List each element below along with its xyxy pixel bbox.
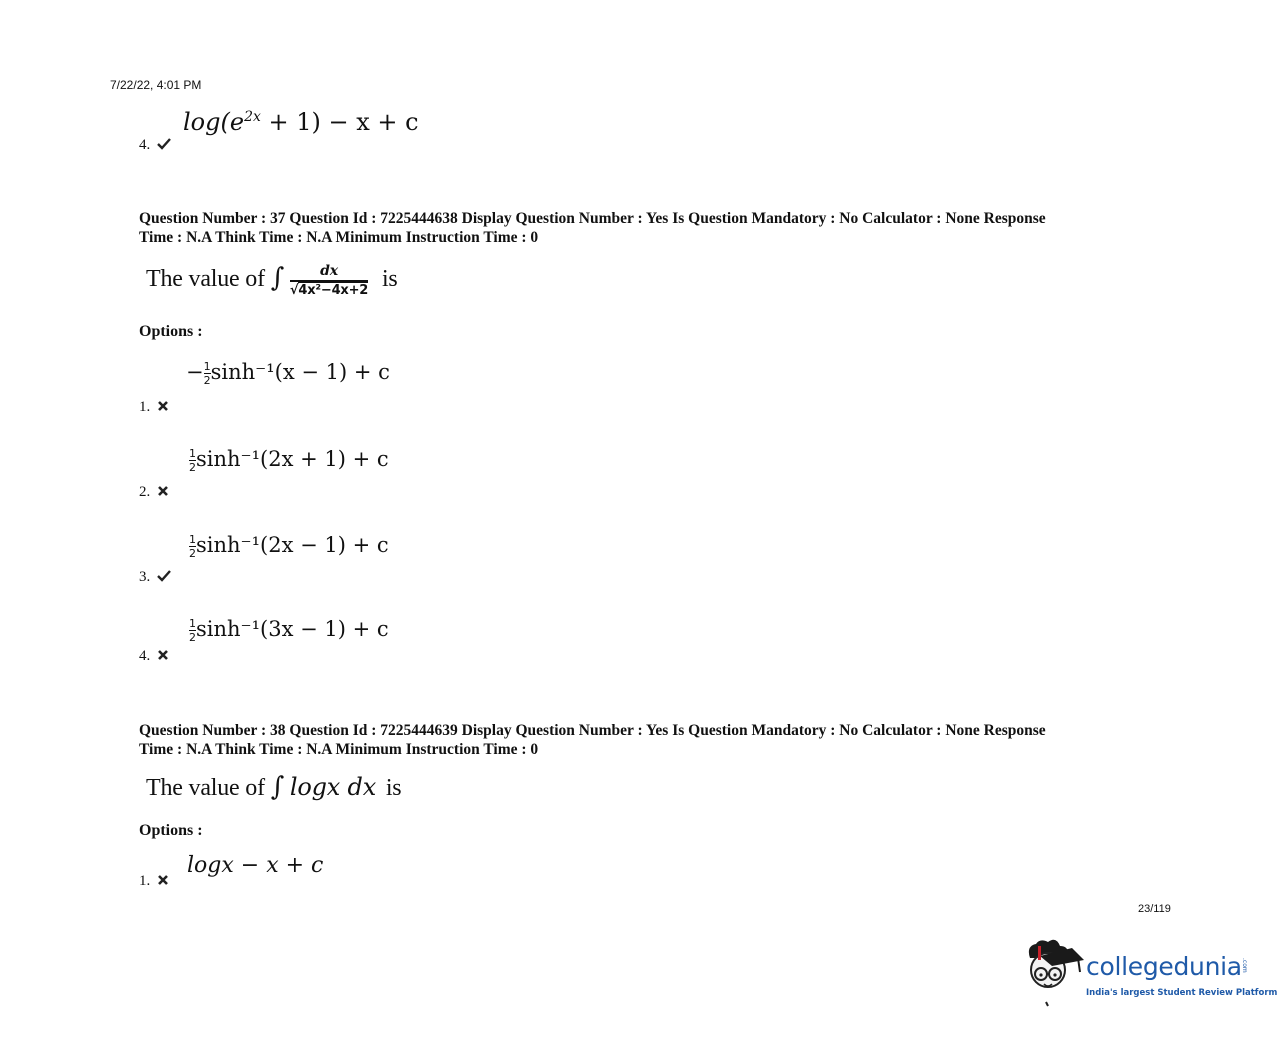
question-38-meta: Question Number : 38 Question Id : 7225444639 Display Question Number : Yes Is Question Mandatory : No Calculator : None Response Time : N.A Think Time : N.A Minimum Instruction Time : 0 bbox=[139, 722, 1046, 758]
question-37-meta: Question Number : 37 Question Id : 7225444638 Display Question Number : Yes Is Question Mandatory : No Calculator : None Response Time : N.A Think Time : N.A Minimum Instruction Time : 0 bbox=[139, 210, 1046, 246]
q37-option-4-math: $\frac{1}{2}$ sinh⁻¹(3x − 1) + c bbox=[189, 617, 389, 644]
question-37-options-label: Options : bbox=[139, 323, 203, 340]
check-icon bbox=[157, 138, 171, 150]
q37-option-3-number: 3. bbox=[139, 569, 171, 586]
prev-option-4-number: 4. bbox=[139, 137, 171, 154]
q37-option-2-number: 2. bbox=[139, 484, 168, 501]
question-37-text: The value of ∫ $\frac{dx}{\text{√4x²−4x+2}}$ is bbox=[146, 263, 398, 298]
cross-icon bbox=[158, 486, 168, 496]
cross-icon bbox=[158, 650, 168, 660]
q37-option-2-math: $\frac{1}{2}$ sinh⁻¹(2x + 1) + c bbox=[189, 447, 389, 474]
cross-icon bbox=[158, 401, 168, 411]
cross-icon bbox=[158, 875, 168, 885]
page-number: 23/119 bbox=[1138, 903, 1171, 915]
q37-option-4-number: 4. bbox=[139, 648, 168, 665]
q38-option-1-number: 1. bbox=[139, 873, 168, 890]
q38-option-1-math: logx − x + c bbox=[187, 853, 324, 878]
question-38-options-label: Options : bbox=[139, 822, 203, 839]
logo-com-suffix: .com bbox=[1241, 958, 1248, 973]
print-timestamp: 7/22/22, 4:01 PM bbox=[110, 78, 202, 92]
logo-tagline: India's largest Student Review Platform bbox=[1086, 988, 1278, 998]
collegedunia-mascot-logo bbox=[1022, 938, 1086, 1008]
question-38-text: The value of ∫ logx dx is bbox=[146, 772, 402, 802]
prev-option-4-math: $\log(e^{2x} + 1) - x + c$ bbox=[183, 108, 419, 136]
q37-option-1-math: − $\frac{1}{2}$ sinh⁻¹(x − 1) + c bbox=[186, 360, 390, 387]
check-icon bbox=[157, 570, 171, 582]
q37-option-3-math: $\frac{1}{2}$ sinh⁻¹(2x − 1) + c bbox=[189, 533, 389, 560]
logo-wordmark: collegedunia bbox=[1086, 952, 1242, 981]
q37-option-1-number: 1. bbox=[139, 399, 168, 416]
